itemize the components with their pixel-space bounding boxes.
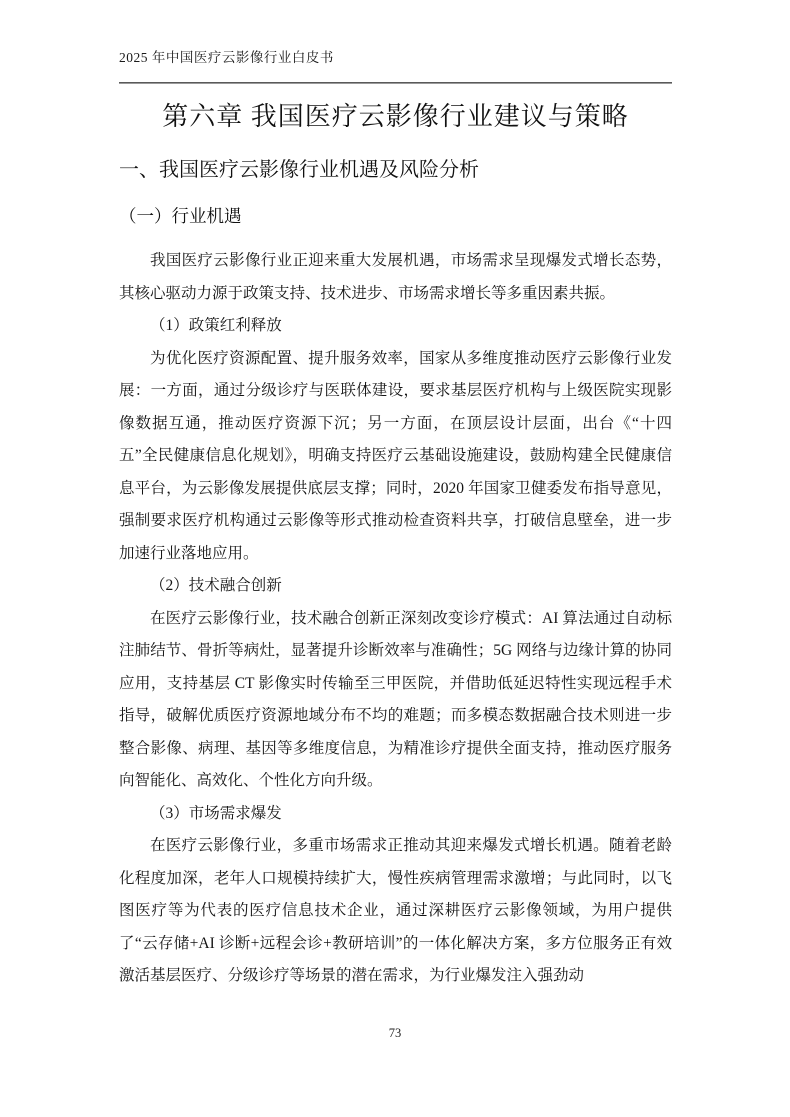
paragraph-subhead-policy: （1）政策红利释放 [150,317,282,334]
running-header: 2025 年中国医疗云影像行业白皮书 [119,50,334,65]
paragraph-policy-body: 为优化医疗资源配置、提升服务效率，国家从多维度推动医疗云影像行业发展：一方面，通过分级诊疗与医联体建设，要求基层医疗机构与上级医院实现影像数据互通，推动医疗资源下沉；另一方面，在顶层设计层面，出台《“十四五”全民健康信息化规划》，明确支持医疗云基础设施建设，鼓励构建全民健康信息平台，为云影像发展提供底层支撑；同时，2020 年国家卫健委发布指导意见，强制要求医疗机构通过云影像等形式推动检查资料共享，打破信息壁垒，进一步加速行业落地应用。 [119,349,672,562]
paragraph-technology-body: 在医疗云影像行业，技术融合创新正深刻改变诊疗模式：AI 算法通过自动标注肺结节、骨折等病灶，显著提升诊断效率与准确性；5G 网络与边缘计算的协同应用，支持基层 CT 影像实时传输至三甲医院，并借助低延迟特性实现远程手术指导，破解优质医疗资源地域分布不均的难题；而多模态数据融合技术则进一步整合影像、病理、基因等多维度信息，为精准诊疗提供全面支持，推动医疗服务向智能化、高效化、个性化方向升级。 [119,609,672,789]
page-content [119,0,672,993]
header-rule [119,82,672,84]
section-heading: 一、我国医疗云影像行业机遇及风险分析 [119,159,479,181]
paragraph-intro: 我国医疗云影像行业正迎来重大发展机遇，市场需求呈现爆发式增长态势，其核心驱动力源于政策支持、技术进步、市场需求增长等多重因素共振。 [119,252,672,302]
chapter-title: 第六章 我国医疗云影像行业建议与策略 [162,102,629,131]
subsection-heading: （一）行业机遇 [119,206,242,226]
body-text [119,245,672,993]
paragraph-subhead-market: （3）市场需求爆发 [150,804,282,822]
paragraph-subhead-technology: （2）技术融合创新 [150,577,282,594]
paragraph-market-body: 在医疗云影像行业，多重市场需求正推动其迎来爆发式增长机遇。随着老龄化程度加深，老年人口规模持续扩大，慢性疾病管理需求激增；与此同时，以飞图医疗等为代表的医疗信息技术企业，通过深耕医疗云影像领域，为用户提供了“云存储+AI 诊断+远程会诊+教研培训”的一体化解决方案，多方位服务正有效激活基层医疗、分级诊疗等场景的潜在需求，为行业爆发注入强劲动 [119,837,672,984]
page-number: 73 [388,1026,402,1040]
